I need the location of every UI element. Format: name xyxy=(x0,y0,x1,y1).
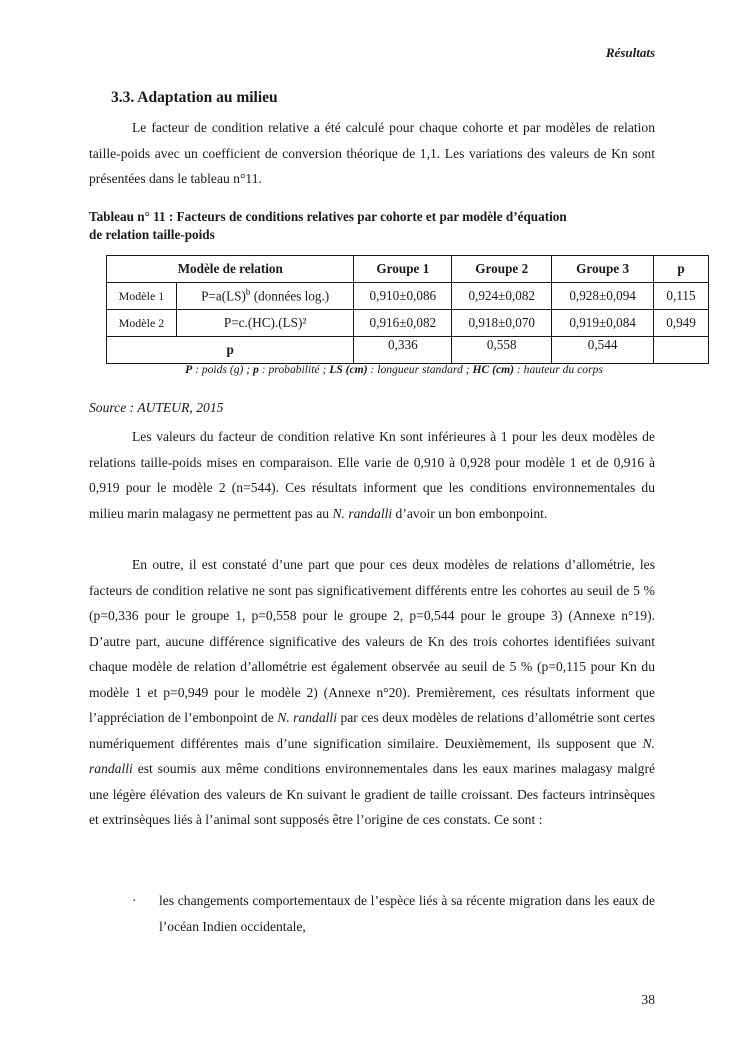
table-cell: 0,949 xyxy=(654,310,709,337)
table-header-cell: Groupe 1 xyxy=(354,256,452,283)
paragraph-text: par ces deux modèles de relations d’allométrie sont certes numériquement différentes mais d’une signification similaire. Deuxièmement, ils supposent que xyxy=(89,710,656,751)
source-line: Source : AUTEUR, 2015 xyxy=(89,400,224,415)
equation-tail: (données log.) xyxy=(250,288,330,304)
legend-def: : longueur standard ; xyxy=(367,363,473,376)
body-paragraph-2 xyxy=(89,424,655,526)
table-cell: 0,928±0,094 xyxy=(552,283,654,310)
table-header-cell: p xyxy=(654,256,709,283)
species-name: N. randalli xyxy=(332,505,393,521)
bullet-icon: · xyxy=(132,893,137,908)
table-cell: 0,916±0,082 xyxy=(354,310,452,337)
table-header-cell: Groupe 3 xyxy=(552,256,654,283)
table-caption-line1: Tableau n° 11 : Facteurs de conditions relatives par cohorte et par modèle d’équation xyxy=(89,209,567,224)
p-row-label: p xyxy=(107,337,354,364)
intro-paragraph xyxy=(89,115,655,192)
species-name: N. randalli xyxy=(277,710,337,725)
running-header: Résultats xyxy=(605,45,655,60)
legend-abbr: P xyxy=(185,363,193,376)
table-row xyxy=(107,283,709,310)
bullet-item xyxy=(89,888,655,939)
bullet-text: les changements comportementaux de l’espèce liés à sa récente migration dans les eaux de l’océan Indien occidentale, xyxy=(159,893,655,934)
model-label: Modèle 1 xyxy=(107,283,177,310)
kn-table xyxy=(106,255,709,364)
body-paragraph-3 xyxy=(89,552,655,833)
legend-abbr: HC (cm) xyxy=(472,363,515,376)
table-cell: 0,336 xyxy=(354,337,452,364)
intro-text: Le facteur de condition relative a été calculé pour chaque cohorte et par modèles de relation taille-poids avec un coefficient de conversion théorique de 1,1. Les variations des valeurs de Kn sont présentées dans le tableau n°11. xyxy=(89,120,655,186)
table-cell: 0,544 xyxy=(552,337,654,364)
table-row xyxy=(107,310,709,337)
model-equation xyxy=(176,283,354,310)
model-label: Modèle 2 xyxy=(107,310,177,337)
table-header-cell: Modèle de relation xyxy=(107,256,354,283)
table-cell: 0,924±0,082 xyxy=(452,283,552,310)
paragraph-text: Les valeurs du facteur de condition relative Kn sont inférieures à 1 pour les deux modèles de relations taille-poids mises en comparaison. Elle varie de 0,910 à 0,928 pour modèle 1 et de 0,916 à 0,919 pour le modèle 2 (n=544). Ces résultats informent que les conditions environnementales du milieu marin malagasy ne permettent pas au xyxy=(89,429,655,521)
table-cell: 0,910±0,086 xyxy=(354,283,452,310)
table-cell-empty xyxy=(654,337,709,364)
table-header-row xyxy=(107,256,709,283)
table-caption-line2: de relation taille-poids xyxy=(89,226,215,242)
paragraph-text: d’avoir un bon embonpoint. xyxy=(392,505,548,521)
table-cell: 0,115 xyxy=(654,283,709,310)
legend-abbr: LS (cm) xyxy=(329,363,368,376)
paragraph-text: est soumis aux même conditions environnementales dans les eaux marines malagasy malgré une légère élévation des valeurs de Kn suivant le gradient de taille croissant. Des facteurs intrinsèques et extrinsèques liés à l’animal sont supposés être l’origine de ces constats. Ce sont : xyxy=(89,761,655,827)
legend-def: : probabilité ; xyxy=(258,363,330,376)
table-cell: 0,558 xyxy=(452,337,552,364)
table-cell: 0,918±0,070 xyxy=(452,310,552,337)
equation-superscript: b xyxy=(245,287,251,298)
table-caption xyxy=(89,208,669,243)
legend-def: : poids (g) ; xyxy=(192,363,254,376)
table-header-cell: Groupe 2 xyxy=(452,256,552,283)
model-equation: P=c.(HC).(LS)² xyxy=(176,310,354,337)
legend-def: : hauteur du corps xyxy=(514,363,603,376)
page-number: 38 xyxy=(641,992,655,1007)
p-value-row xyxy=(107,337,709,364)
table-cell: 0,919±0,084 xyxy=(552,310,654,337)
paragraph-text: En outre, il est constaté d’une part que pour ces deux modèles de relations d’allométrie, les facteurs de condition relative ne sont pas significativement différents entre les cohortes au seuil de 5 % (p=0,336 pour le groupe 1, p=0,558 pour le groupe 2, p=0,544 pour le groupe 3) (Annexe n°19). D’autre part, aucune différence significative des valeurs de Kn des trois cohortes identifiées suivant chaque modèle de relation d’allométrie est également observée au seuil de 5 % (p=0,115 pour Kn du modèle 1 et p=0,949 pour le modèle 2) (Annexe n°20). Premièrement, ces résultats informent que l’appréciation de l’embonpoint de xyxy=(89,557,655,725)
table-legend xyxy=(89,363,699,376)
species-name: N. randalli xyxy=(89,735,655,776)
section-title: 3.3. Adaptation au milieu xyxy=(111,89,278,106)
legend-abbr: p xyxy=(253,363,259,376)
equation-main: P=a(LS) xyxy=(201,288,246,304)
